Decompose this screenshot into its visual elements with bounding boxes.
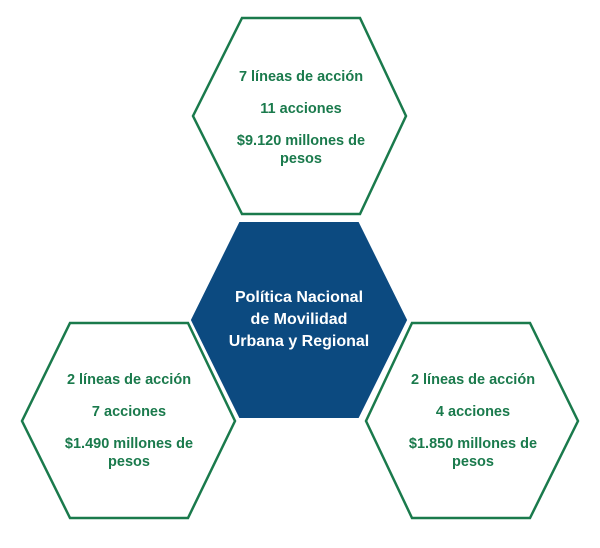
center-hexagon-text [228, 268, 370, 372]
policy-title: Política Nacional de Movilidad Urbana y Regional [228, 289, 370, 350]
left-budget-amount: $1.490 millones de pesos [64, 436, 194, 470]
left-lines-of-action: 2 líneas de acción [66, 372, 192, 388]
left-hexagon-text [46, 353, 212, 489]
top-hexagon-text [218, 50, 384, 186]
top-budget-amount: $9.120 millones de pesos [236, 133, 366, 167]
left-actions-count: 7 acciones [91, 404, 167, 420]
right-lines-of-action: 2 líneas de acción [410, 372, 536, 388]
right-budget-amount: $1.850 millones de pesos [408, 436, 538, 470]
right-actions-count: 4 acciones [435, 404, 511, 420]
right-hexagon-text [390, 353, 556, 489]
top-lines-of-action: 7 líneas de acción [238, 69, 364, 85]
top-actions-count: 11 acciones [260, 101, 342, 117]
